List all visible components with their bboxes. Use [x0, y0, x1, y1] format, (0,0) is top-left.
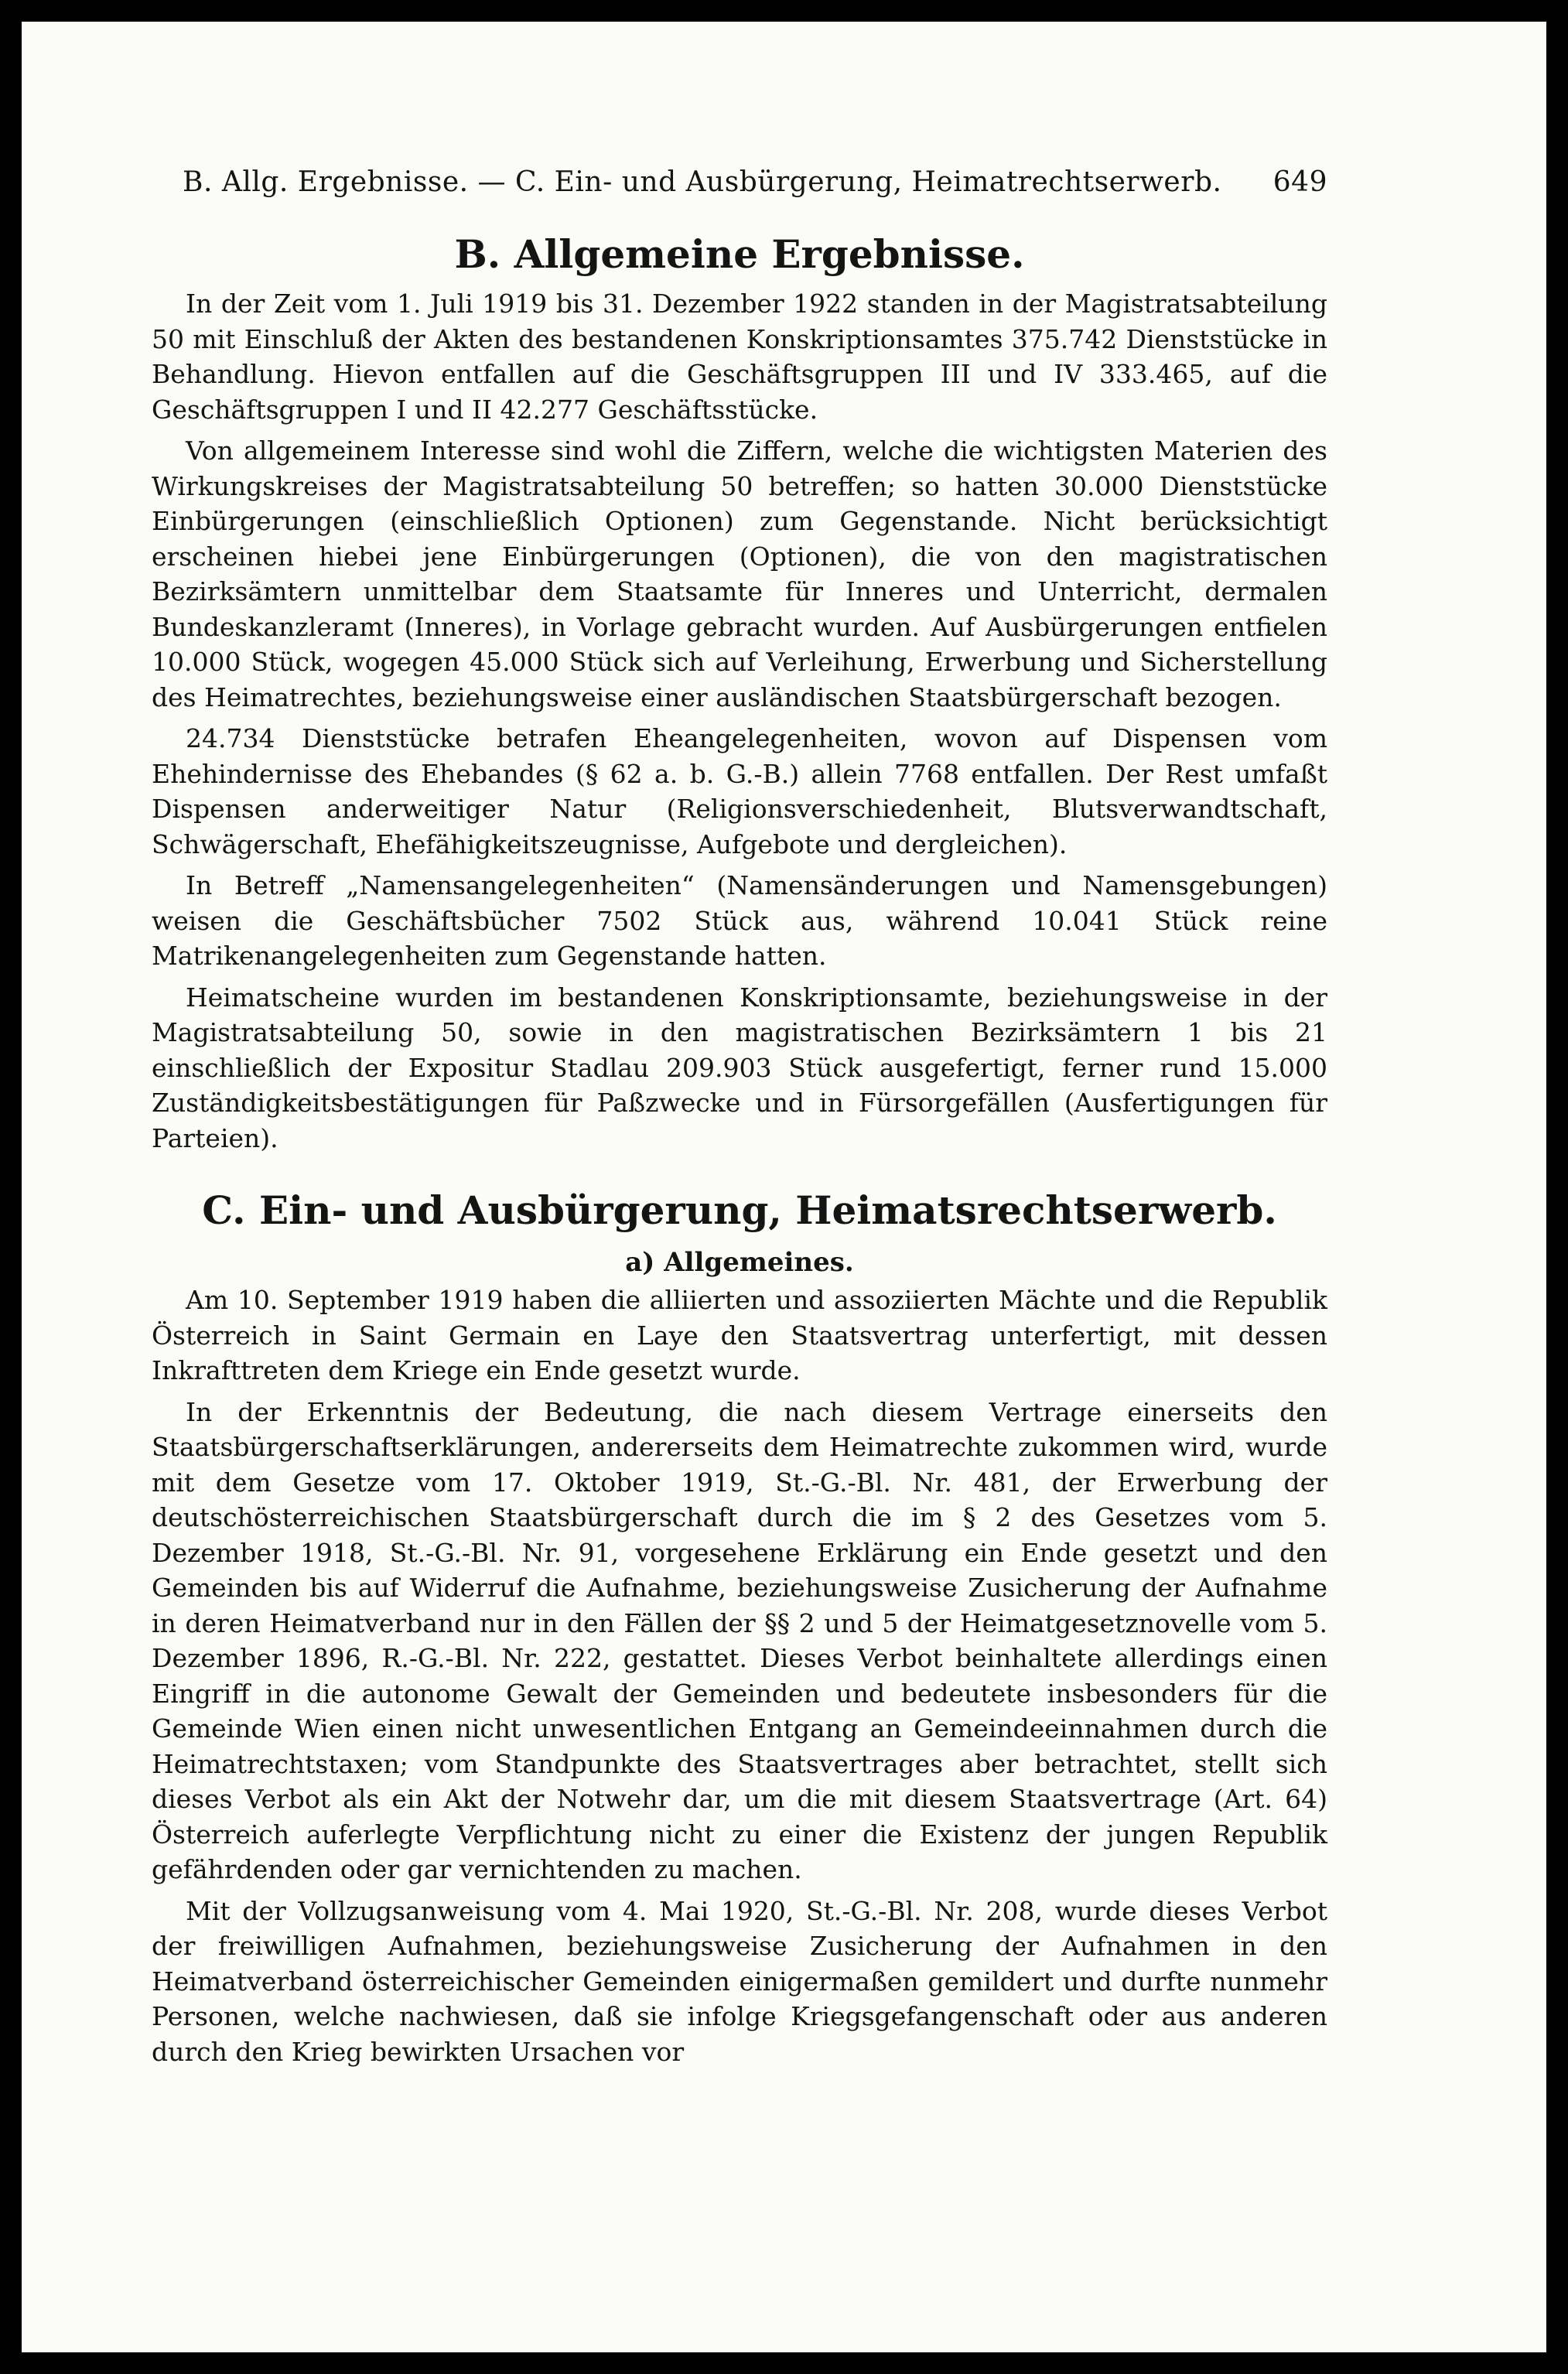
paragraph: Heimatscheine wurden im bestandenen Konskriptionsamte, beziehungsweise in der Magistratsabteilung 50, sowie in den magistratischen Bezirksämtern 1 bis 21 einschließlich der Expositur Stadlau 209.903 Stück ausgefertigt, ferner rund 15.000 Zuständigkeitsbestätigungen für Paßzwecke und in Fürsorgefällen (Ausfertigungen für Parteien). [152, 982, 1327, 1153]
paragraph: In der Zeit vom 1. Juli 1919 bis 31. Dezember 1922 standen in der Magistratsabteilung 50 mit Einschluß der Akten des bestandenen Konskriptionsamtes 375.742 Dienststücke in Behandlung. Hievon entfallen auf die Geschäftsgruppen III und IV 333.465, auf die Geschäftsgruppen I und II 42.277 Geschäftsstücke. [152, 289, 1327, 425]
paragraph: 24.734 Dienststücke betrafen Eheangelegenheiten, wovon auf Dispensen vom Ehehindernisse des Ehebandes (§ 62 a. b. G.-B.) allein 7768 entfallen. Der Rest umfaßt Dispensen anderweitiger Natur (Religionsverschiedenheit, Blutsverwandtschaft, Schwägerschaft, Ehefähigkeitszeugnisse, Aufgebote und dergleichen). [152, 723, 1327, 859]
paragraph: In der Erkenntnis der Bedeutung, die nach diesem Vertrage einerseits den Staatsbürgerschaftserklärungen, andererseits dem Heimatrechte zukommen wird, wurde mit dem Gesetze vom 17. Oktober 1919, St.-G.-Bl. Nr. 481, der Erwerbung der deutschösterreichischen Staatsbürgerschaft durch die im § 2 des Gesetzes vom 5. Dezember 1918, St.-G.-Bl. Nr. 91, vorgesehene Erklärung ein Ende gesetzt und den Gemeinden bis auf Widerruf die Aufnahme, beziehungsweise Zusicherung der Aufnahme in deren Heimatverband nur in den Fällen der §§ 2 und 5 der Heimatgesetznovelle vom 5. Dezember 1896, R.-G.-Bl. Nr. 222, gestattet. Dieses Verbot beinhaltete allerdings einen Eingriff in die autonome Gewalt der Gemeinden und bedeutete insbesonders für die Gemeinde Wien einen nicht unwesentlichen Entgang an Gemeindeeinnahmen durch die Heimatrechtstaxen; vom Standpunkte des Staatsvertrages aber betrachtet, stellt sich dieses Verbot als ein Akt der Notwehr dar, um die mit diesem Staatsvertrage (Art. 64) Österreich auferlegte Verpflichtung nicht zu einer die Existenz der jungen Republik gefährdenden oder gar vernichtenden zu machen. [152, 1396, 1327, 1884]
paragraph: In Betreff „Namensangelegenheiten“ (Namensänderungen und Namensgebungen) weisen die Geschäftsbücher 7502 Stück aus, während 10.041 Stück reine Matrikenangelegenheiten zum Gegenstande hatten. [152, 870, 1327, 971]
section-b [152, 223, 1327, 1156]
section-c-heading: C. Ein- und Ausbürgerung, Heimatsrechtserwerb. [202, 1187, 1277, 1233]
paragraph: Von allgemeinem Interesse sind wohl die Ziffern, welche die wichtigsten Materien des Wirkungskreises der Magistratsabteilung 50 betreffen; so hatten 30.000 Dienststücke Einbürgerungen (einschließlich Optionen) zum Gegenstande. Nicht berücksichtigt erscheinen hiebei jene Einbürgerungen (Optionen), die von den magistratischen Bezirksämtern unmittelbar dem Staatsamte für Inneres und Unterricht, dermalen Bundeskanzleramt (Inneres), in Vorlage gebracht wurden. Auf Ausbürgerungen entfielen 10.000 Stück, wogegen 45.000 Stück sich auf Verleihung, Erwerbung und Sicherstellung des Heimatrechtes, beziehungsweise einer ausländischen Staatsbürgerschaft bezogen. [152, 436, 1327, 712]
running-title: B. Allg. Ergebnisse. — C. Ein- und Ausbürgerung, Heimatrechtserwerb. [183, 166, 1222, 198]
page-number: 649 [1273, 166, 1327, 198]
page-text-block [152, 159, 1327, 2075]
section-b-heading: B. Allgemeine Ergebnisse. [454, 231, 1025, 277]
paragraph: Mit der Vollzugsanweisung vom 4. Mai 1920, St.-G.-Bl. Nr. 208, wurde dieses Verbot der freiwilligen Aufnahmen, beziehungsweise Zusicherung der Aufnahmen in den Heimatverband österreichischer Gemeinden einigermaßen gemildert und durfte nunmehr Personen, welche nachwiesen, daß sie infolge Kriegsgefangenschaft oder aus anderen durch den Krieg bewirkten Ursachen vor [152, 1895, 1327, 2067]
section-c [152, 1179, 1327, 2069]
paragraph: Am 10. September 1919 haben die alliierten und assoziierten Mächte und die Republik Österreich in Saint Germain en Laye den Staatsvertrag unterfertigt, mit dessen Inkrafttreten dem Kriege ein Ende gesetzt wurde. [152, 1285, 1327, 1385]
subsection-heading: a) Allgemeines. [625, 1247, 854, 1278]
scanned-page [22, 22, 1546, 2352]
running-header [152, 159, 1327, 206]
